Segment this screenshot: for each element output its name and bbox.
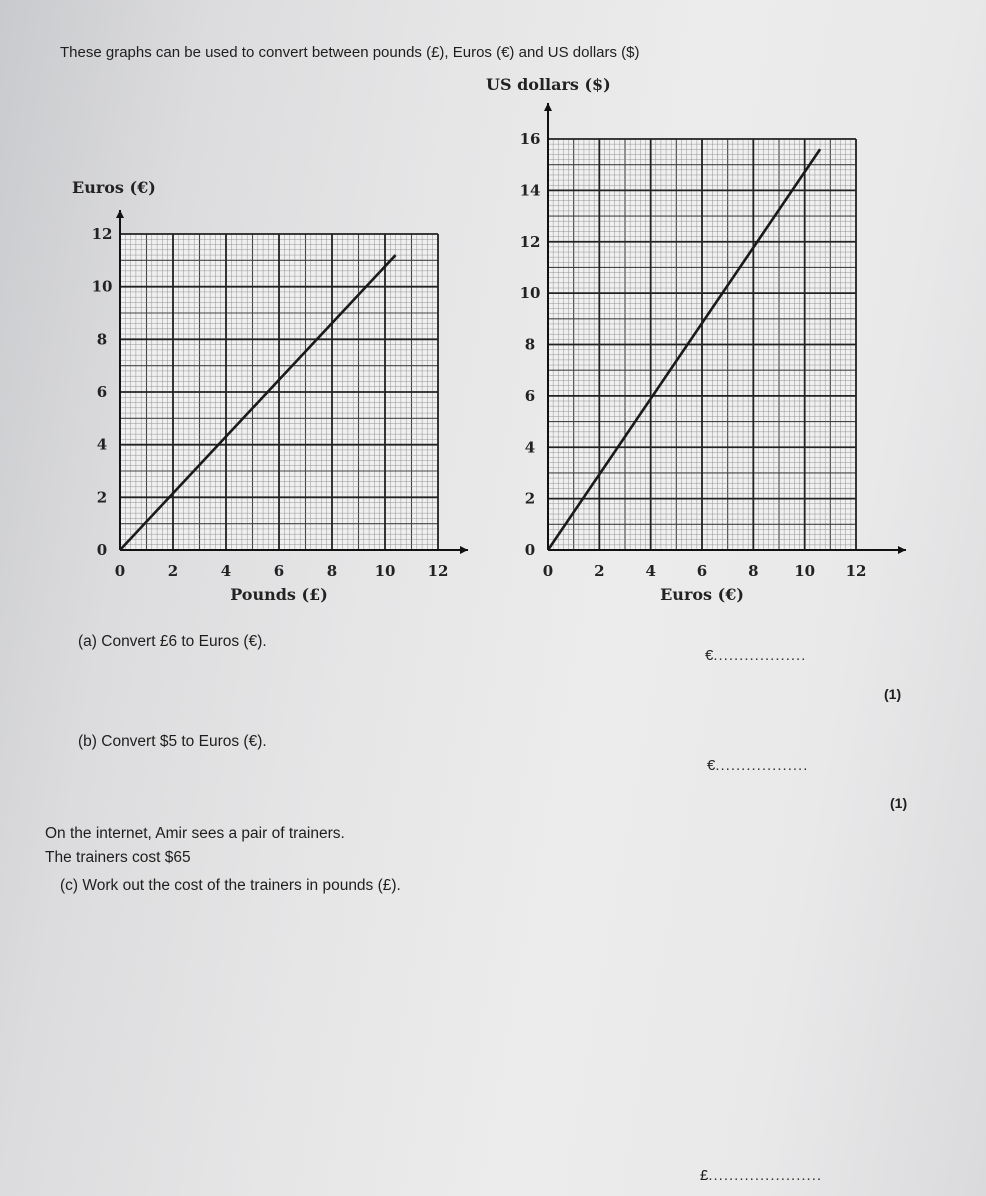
c2-y-arrow xyxy=(544,103,552,111)
c2-x-tick-label: 12 xyxy=(845,562,867,580)
answer-b-dots: .................. xyxy=(715,757,809,774)
intro-text: These graphs can be used to convert between pounds (£), Euros (€) and US dollars ($) xyxy=(60,44,640,61)
c1-y-tick-label: 4 xyxy=(96,435,108,454)
euros-dollars-svg xyxy=(480,70,920,615)
c2-y-tick-label: 14 xyxy=(519,181,541,200)
c2-y-tick-label: 12 xyxy=(519,232,541,251)
c2-x-tick-label: 8 xyxy=(748,562,759,580)
c1-y-tick-label: 8 xyxy=(96,330,108,349)
c1-x-tick-label: 6 xyxy=(273,562,285,580)
c2-y-axis-label: US dollars ($) xyxy=(486,75,611,94)
c2-y-tick-label: 16 xyxy=(519,130,541,148)
pounds-euros-chart xyxy=(60,175,480,615)
c1-x-tick-label: 4 xyxy=(220,562,232,580)
c1-x-tick-label: 8 xyxy=(326,562,338,580)
c2-x-tick-label: 10 xyxy=(794,562,816,580)
answer-c-line[interactable] xyxy=(700,1167,822,1184)
c2-y-tick-label: 10 xyxy=(519,284,541,303)
answer-c-currency: £ xyxy=(700,1167,709,1184)
c1-x-tick-label: 10 xyxy=(374,562,396,580)
c1-y-tick-label: 10 xyxy=(91,277,113,296)
c1-x-arrow xyxy=(460,546,468,554)
c1-y-tick-label: 6 xyxy=(96,383,108,401)
c1-y-tick-label: 12 xyxy=(91,225,113,243)
marks-b: (1) xyxy=(890,795,908,811)
context-line-1: On the internet, Amir sees a pair of trainers. xyxy=(45,825,345,842)
c2-y-tick-label: 6 xyxy=(524,386,536,405)
answer-a-currency: € xyxy=(705,647,714,664)
c1-x-tick-label: 12 xyxy=(427,562,449,580)
c1-y-axis-label: Euros (€) xyxy=(72,178,156,197)
c1-x-axis-label: Pounds (£) xyxy=(230,585,328,604)
question-b: (b) Convert $5 to Euros (€). xyxy=(78,733,267,750)
c2-y-tick-label: 8 xyxy=(524,335,536,354)
c2-x-tick-label: 6 xyxy=(696,562,708,580)
answer-a-dots: .................. xyxy=(713,647,807,664)
c2-x-axis-label: Euros (€) xyxy=(660,585,744,604)
answer-b-line[interactable] xyxy=(707,757,808,774)
marks-a: (1) xyxy=(884,686,902,702)
c2-x-tick-label: 0 xyxy=(542,562,554,580)
c1-x-tick-label: 0 xyxy=(114,562,126,580)
context-line-2: The trainers cost $65 xyxy=(45,849,191,866)
c1-y-arrow xyxy=(116,210,124,218)
c2-x-tick-label: 2 xyxy=(594,562,605,580)
c2-y-tick-label: 2 xyxy=(524,489,536,508)
c2-x-arrow xyxy=(898,546,906,554)
answer-a-line[interactable] xyxy=(705,647,806,664)
c1-x-tick-label: 2 xyxy=(167,562,179,580)
answer-c-dots: ...................... xyxy=(708,1167,823,1184)
c1-y-tick-label: 2 xyxy=(96,488,108,507)
euros-dollars-chart xyxy=(480,70,920,615)
pounds-euros-svg xyxy=(60,175,480,615)
c2-y-tick-label: 0 xyxy=(524,541,536,559)
c2-y-tick-label: 4 xyxy=(524,438,536,457)
c2-x-tick-label: 4 xyxy=(645,562,656,580)
c1-y-tick-label: 0 xyxy=(96,541,108,559)
answer-b-currency: € xyxy=(707,757,716,774)
question-c: (c) Work out the cost of the trainers in pounds (£). xyxy=(60,877,401,894)
question-a: (a) Convert £6 to Euros (€). xyxy=(78,633,267,650)
